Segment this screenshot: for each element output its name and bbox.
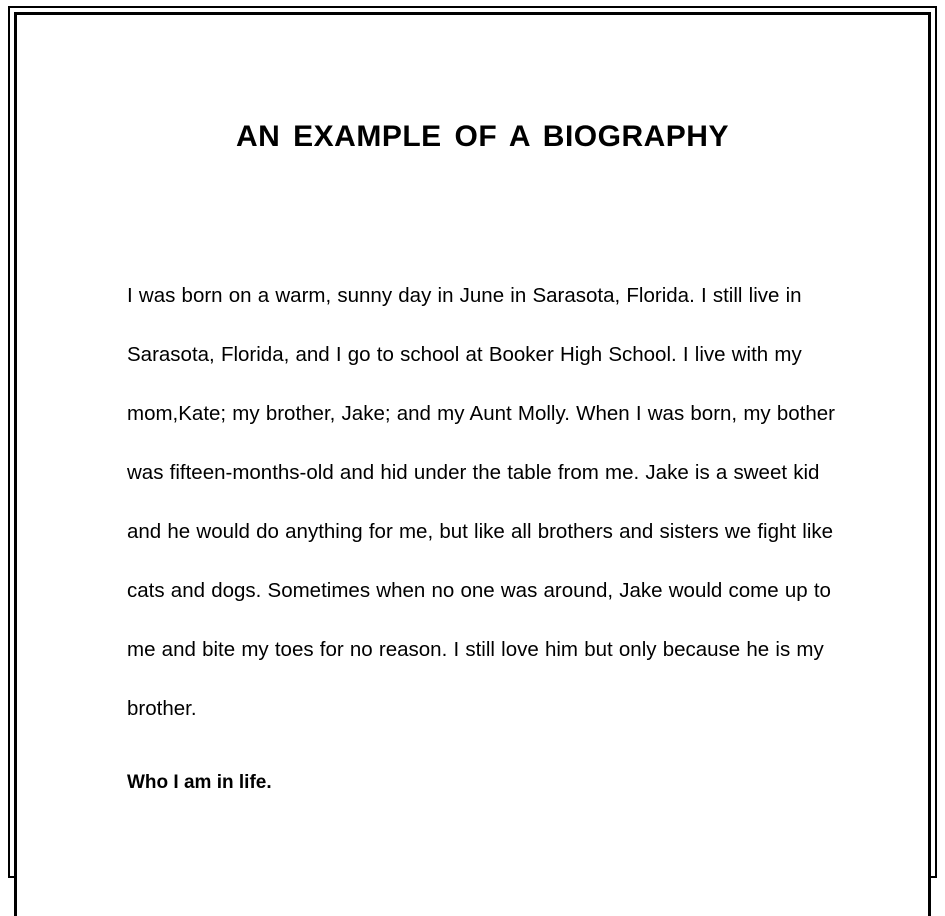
page-border-outer — [8, 6, 937, 878]
page-title: AN EXAMPLE OF A BIOGRAPHY — [236, 120, 729, 153]
document-body — [17, 15, 928, 916]
body-text-block — [127, 266, 838, 803]
page-border-inner — [14, 12, 931, 916]
biography-paragraph: I was born on a warm, sunny day in June in Sarasota, Florida. I still live in Sarasota, Florida, and I go to school at Booker High School. I live with my mom,Kate; my brother, Jake; and my Aunt Molly. When I was born, my bother was fifteen-months-old and hid under the table from me. Jake is a sweet kid and he would do anything for me, but like all brothers and sisters we fight like cats and dogs. Sometimes when no one was around, Jake would come up to me and bite my toes for no reason. I still love him but only because he is my brother. — [127, 284, 835, 720]
section-subheading: Who I am in life. — [127, 772, 272, 793]
